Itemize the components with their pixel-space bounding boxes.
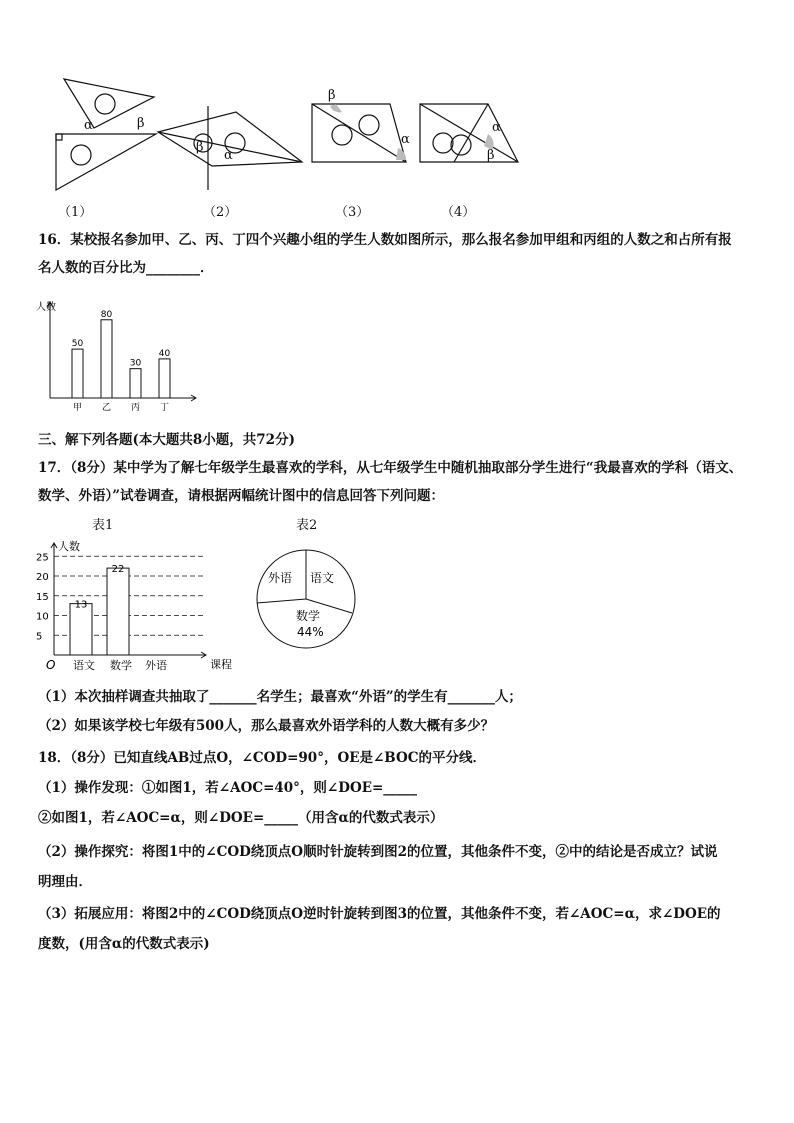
- q16-bar-chart: [34, 298, 204, 416]
- q16-line1: 16．某校报名参加甲、乙、丙、丁四个兴趣小组的学生人数如图所示，那么报名参加甲组和丙组的人数之和占所有报: [38, 232, 732, 248]
- figure-label-4: （4）: [441, 205, 476, 220]
- q18-line7: 度数，(用含α的代数式表示): [38, 936, 210, 952]
- pie-label-math-percent: 44%: [297, 625, 324, 639]
- q18-line2: （1）操作发现：①如图1，若∠AOC=40°，则∠DOE=_____: [38, 780, 418, 796]
- figure-label-1: （1）: [58, 205, 93, 220]
- q18-line1: 18．（8分）已知直线AB过点O，∠COD=90°，OE是∠BOC的平分线．: [38, 750, 486, 766]
- q17-bar-chart: [34, 538, 244, 673]
- q18-line4: （2）操作探究：将图1中的∠COD绕顶点O顺时针旋转到图2的位置，其他条件不变，②中的结论是否成立？试说: [38, 844, 718, 860]
- pie-label-math: 数学: [296, 609, 321, 623]
- fig4-hole-a: [433, 133, 453, 153]
- x-tick-label: 外语: [145, 659, 167, 672]
- figure-label-3: （3）: [335, 205, 370, 220]
- bar-数学: [107, 568, 129, 655]
- fig2-alpha-label: α: [224, 148, 233, 163]
- fig4-hole-b: [451, 135, 471, 155]
- bar-value-label: 13: [74, 599, 88, 611]
- q17-pie-chart: [254, 547, 364, 657]
- bar-丁: [159, 359, 170, 398]
- fig3-beta-label: β: [328, 88, 336, 103]
- bar-甲: [72, 349, 83, 398]
- fig1-hole-bottom: [71, 145, 91, 165]
- q18-line3: ②如图1，若∠AOC=α，则∠DOE=_____（用含α的代数式表示）: [38, 810, 444, 826]
- q18-line6: （3）拓展应用：将图2中的∠COD绕顶点O逆时针旋转到图3的位置，其他条件不变，若∠AOC=α，求∠DOE的: [38, 906, 721, 922]
- y-tick-label: 10: [36, 611, 49, 623]
- figure-label-2: （2）: [203, 205, 238, 220]
- fig1-set-square-bottom: [56, 134, 156, 190]
- x-tick-label: 甲: [72, 403, 83, 413]
- q17-sub1: （1）本次抽样调查共抽取了_______名学生；最喜欢“外语”的学生有_______人；: [38, 689, 522, 705]
- fig3-hole-a: [332, 125, 352, 145]
- pie-label-foreign-language: 外语: [268, 571, 293, 585]
- y-tick-label: 20: [36, 572, 49, 583]
- x-axis-label: 课程: [210, 658, 232, 671]
- q18-line5: 明理由．: [38, 874, 92, 890]
- q17-line2: 数学、外语）”试卷调查，请根据两幅统计图中的信息回答下列问题：: [38, 488, 445, 504]
- fig1-alpha-label: α: [84, 118, 93, 133]
- bar-value-label: 80: [100, 309, 113, 320]
- table1-title: 表1: [92, 518, 114, 533]
- bar-语文: [70, 604, 92, 655]
- y-tick-label: 15: [36, 591, 49, 603]
- fig1-hole-top: [95, 94, 115, 114]
- y-axis-label: 人数: [58, 540, 80, 553]
- fig2-beta-label: β: [196, 140, 204, 155]
- bar-value-label: 30: [129, 358, 142, 369]
- q17-line1: 17．（8分）某中学为了解七年级学生最喜欢的学科，从七年级学生中随机抽取部分学生进行“我最喜欢的学科（语文、: [38, 460, 743, 476]
- bar-丙: [130, 369, 141, 398]
- q16-line2: 名人数的百分比为________．: [38, 260, 214, 276]
- fig4-alpha-label: α: [492, 120, 501, 135]
- y-tick-label: 5: [36, 631, 43, 643]
- bar-value-label: 40: [158, 348, 171, 359]
- x-tick-label: 语文: [73, 659, 95, 672]
- table2-title: 表2: [296, 518, 318, 533]
- x-tick-label: 乙: [101, 403, 112, 413]
- y-axis-label: 人数: [36, 302, 56, 313]
- triangle-figures-row: [0, 0, 794, 200]
- pie-label-chinese: 语文: [310, 571, 335, 585]
- bar-value-label: 50: [71, 339, 84, 350]
- fig3-alpha-label: α: [401, 132, 410, 147]
- fig1-beta-label: β: [137, 116, 145, 131]
- fig3-hole-b: [359, 115, 379, 135]
- fig4-beta-label: β: [487, 148, 495, 163]
- x-tick-label: 丙: [130, 403, 141, 413]
- section3-heading: 三、解下列各题(本大题共8小题，共72分): [38, 432, 295, 448]
- y-tick-label: 25: [36, 552, 49, 564]
- x-tick-label: 丁: [159, 403, 170, 413]
- bar-乙: [101, 320, 112, 398]
- origin-label: O: [46, 658, 56, 672]
- bar-value-label: 22: [111, 564, 125, 576]
- x-tick-label: 数学: [110, 659, 132, 672]
- q17-sub2: （2）如果该学校七年级有500人，那么最喜欢外语学科的人数大概有多少？: [38, 718, 495, 734]
